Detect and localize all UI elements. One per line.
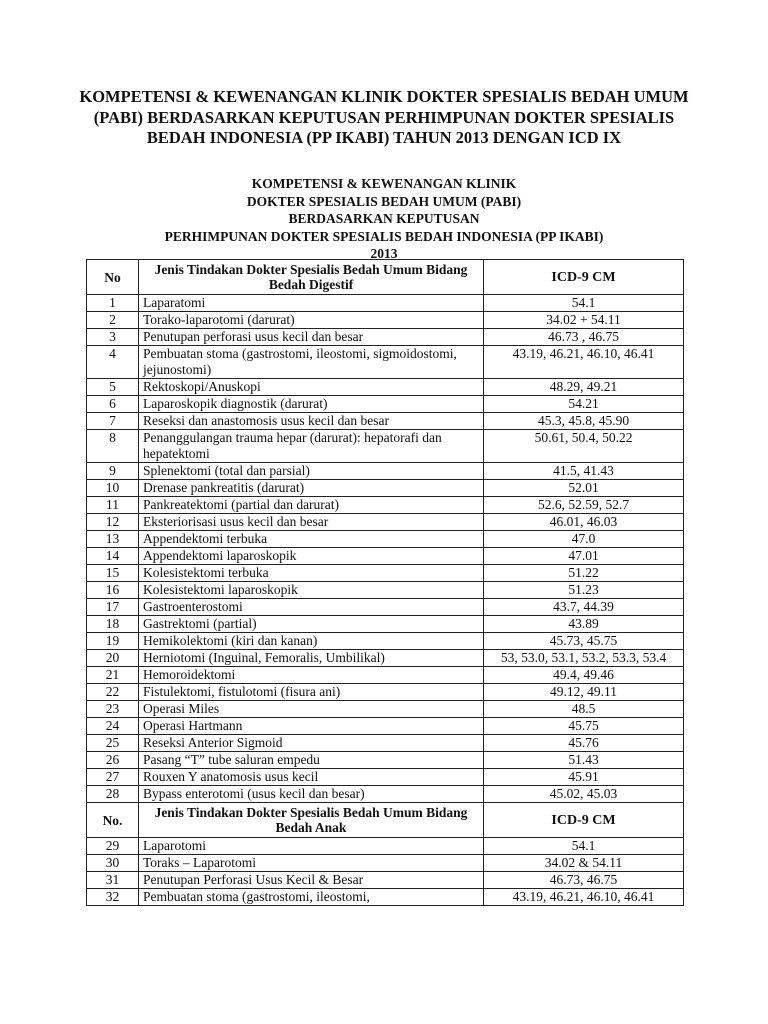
procedure-cell: Reseksi dan anastomosis usus kecil dan besar <box>139 413 484 430</box>
procedure-cell: Bypass enterotomi (usus kecil dan besar) <box>139 786 484 803</box>
procedure-cell: Reseksi Anterior Sigmoid <box>139 735 484 752</box>
table-row <box>87 701 684 718</box>
procedure-cell: Fistulektomi, fistulotomi (fisura ani) <box>139 684 484 701</box>
row-number-cell: 22 <box>87 684 139 701</box>
row-number-cell: 6 <box>87 396 139 413</box>
header-no-cell: No <box>87 260 139 295</box>
row-number-cell: 19 <box>87 633 139 650</box>
table-row <box>87 667 684 684</box>
row-number-cell: 2 <box>87 312 139 329</box>
icd-code-cell: 51.43 <box>484 752 684 769</box>
table-row <box>87 480 684 497</box>
table-header-row <box>87 260 684 295</box>
row-number-cell: 32 <box>87 889 139 906</box>
row-number-cell: 21 <box>87 667 139 684</box>
icd-code-cell: 51.22 <box>484 565 684 582</box>
icd-code-cell: 49.4, 49.46 <box>484 667 684 684</box>
icd-code-cell: 47.01 <box>484 548 684 565</box>
icd-code-cell: 47.0 <box>484 531 684 548</box>
procedure-table-body <box>87 260 684 906</box>
row-number-cell: 8 <box>87 430 139 463</box>
table-row <box>87 616 684 633</box>
table-row <box>87 786 684 803</box>
subtitle-line: PERHIMPUNAN DOKTER SPESIALIS BEDAH INDONESIA (PP IKABI) <box>164 228 604 244</box>
table-row <box>87 379 684 396</box>
procedure-cell: Operasi Hartmann <box>139 718 484 735</box>
row-number-cell: 23 <box>87 701 139 718</box>
icd-code-cell: 50.61, 50.4, 50.22 <box>484 430 684 463</box>
row-number-cell: 26 <box>87 752 139 769</box>
subtitle-line: DOKTER SPESIALIS BEDAH UMUM (PABI) <box>246 193 522 209</box>
header-code-cell: ICD-9 CM <box>484 803 684 838</box>
procedure-cell: Penanggulangan trauma hepar (darurat): hepatorafi dan hepatektomi <box>139 430 484 463</box>
table-row <box>87 329 684 346</box>
icd-code-cell: 45.76 <box>484 735 684 752</box>
procedure-cell: Appendektomi terbuka <box>139 531 484 548</box>
row-number-cell: 28 <box>87 786 139 803</box>
row-number-cell: 17 <box>87 599 139 616</box>
icd-code-cell: 48.5 <box>484 701 684 718</box>
table-row <box>87 531 684 548</box>
procedure-cell: Pembuatan stoma (gastrostomi, ileostomi, <box>139 889 484 906</box>
procedure-cell: Penutupan Perforasi Usus Kecil & Besar <box>139 872 484 889</box>
procedure-cell: Penutupan perforasi usus kecil dan besar <box>139 329 484 346</box>
table-header-row <box>87 803 684 838</box>
icd-code-cell: 53, 53.0, 53.1, 53.2, 53.3, 53.4 <box>484 650 684 667</box>
row-number-cell: 15 <box>87 565 139 582</box>
procedure-cell: Pembuatan stoma (gastrostomi, ileostomi, sigmoidostomi, jejunostomi) <box>139 346 484 379</box>
subtitle-line: 2013 <box>370 246 398 261</box>
icd-code-cell: 45.75 <box>484 718 684 735</box>
table-row <box>87 599 684 616</box>
table-row <box>87 872 684 889</box>
table-row <box>87 548 684 565</box>
procedure-cell: Gastrektomi (partial) <box>139 616 484 633</box>
row-number-cell: 10 <box>87 480 139 497</box>
icd-code-cell: 52.01 <box>484 480 684 497</box>
table-row <box>87 582 684 599</box>
table-row <box>87 430 684 463</box>
icd-code-cell: 49.12, 49.11 <box>484 684 684 701</box>
table-row <box>87 346 684 379</box>
icd-code-cell: 45.91 <box>484 769 684 786</box>
table-row <box>87 838 684 855</box>
icd-code-cell: 41.5, 41.43 <box>484 463 684 480</box>
table-row <box>87 295 684 312</box>
row-number-cell: 3 <box>87 329 139 346</box>
procedure-cell: Toraks – Laparotomi <box>139 855 484 872</box>
row-number-cell: 24 <box>87 718 139 735</box>
document-subtitle <box>80 175 688 263</box>
procedure-cell: Appendektomi laparoskopik <box>139 548 484 565</box>
procedure-cell: Pankreatektomi (partial dan darurat) <box>139 497 484 514</box>
table-row <box>87 752 684 769</box>
table-row <box>87 396 684 413</box>
icd-code-cell: 45.02, 45.03 <box>484 786 684 803</box>
table-row <box>87 565 684 582</box>
table-row <box>87 463 684 480</box>
icd-code-cell: 46.73, 46.75 <box>484 872 684 889</box>
table-row <box>87 633 684 650</box>
table-row <box>87 413 684 430</box>
icd-code-cell: 34.02 & 54.11 <box>484 855 684 872</box>
procedure-cell: Splenektomi (total dan parsial) <box>139 463 484 480</box>
row-number-cell: 18 <box>87 616 139 633</box>
row-number-cell: 20 <box>87 650 139 667</box>
procedure-cell: Drenase pankreatitis (darurat) <box>139 480 484 497</box>
icd-code-cell: 54.21 <box>484 396 684 413</box>
icd-code-cell: 43.19, 46.21, 46.10, 46.41 <box>484 346 684 379</box>
row-number-cell: 29 <box>87 838 139 855</box>
row-number-cell: 25 <box>87 735 139 752</box>
row-number-cell: 30 <box>87 855 139 872</box>
row-number-cell: 1 <box>87 295 139 312</box>
icd-code-cell: 34.02 + 54.11 <box>484 312 684 329</box>
procedure-cell: Laparatomi <box>139 295 484 312</box>
header-procedure-cell: Jenis Tindakan Dokter Spesialis Bedah Umum Bidang Bedah Anak <box>139 803 484 838</box>
header-procedure-cell: Jenis Tindakan Dokter Spesialis Bedah Umum Bidang Bedah Digestif <box>139 260 484 295</box>
icd-code-cell: 51.23 <box>484 582 684 599</box>
row-number-cell: 12 <box>87 514 139 531</box>
procedure-cell: Laparoskopik diagnostik (darurat) <box>139 396 484 413</box>
icd-code-cell: 43.89 <box>484 616 684 633</box>
row-number-cell: 7 <box>87 413 139 430</box>
procedure-cell: Rouxen Y anatomosis usus kecil <box>139 769 484 786</box>
icd-code-cell: 54.1 <box>484 295 684 312</box>
row-number-cell: 16 <box>87 582 139 599</box>
procedure-cell: Hemikolektomi (kiri dan kanan) <box>139 633 484 650</box>
icd-code-cell: 45.3, 45.8, 45.90 <box>484 413 684 430</box>
icd-code-cell: 46.01, 46.03 <box>484 514 684 531</box>
header-no-cell: No. <box>87 803 139 838</box>
table-row <box>87 650 684 667</box>
table-row <box>87 497 684 514</box>
procedure-cell: Herniotomi (Inguinal, Femoralis, Umbilikal) <box>139 650 484 667</box>
subtitle-line: BERDASARKAN KEPUTUSAN <box>288 211 480 226</box>
table-row <box>87 769 684 786</box>
row-number-cell: 9 <box>87 463 139 480</box>
procedure-cell: Rektoskopi/Anuskopi <box>139 379 484 396</box>
row-number-cell: 27 <box>87 769 139 786</box>
icd-code-cell: 54.1 <box>484 838 684 855</box>
table-row <box>87 735 684 752</box>
row-number-cell: 13 <box>87 531 139 548</box>
header-code-cell: ICD-9 CM <box>484 260 684 295</box>
procedure-table <box>86 259 684 906</box>
icd-code-cell: 45.73, 45.75 <box>484 633 684 650</box>
icd-code-cell: 43.19, 46.21, 46.10, 46.41 <box>484 889 684 906</box>
procedure-cell: Torako-laparotomi (darurat) <box>139 312 484 329</box>
icd-code-cell: 52.6, 52.59, 52.7 <box>484 497 684 514</box>
icd-code-cell: 48.29, 49.21 <box>484 379 684 396</box>
subtitle-line: KOMPETENSI & KEWENANGAN KLINIK <box>251 176 517 191</box>
procedure-cell: Gastroenterostomi <box>139 599 484 616</box>
row-number-cell: 14 <box>87 548 139 565</box>
row-number-cell: 11 <box>87 497 139 514</box>
row-number-cell: 4 <box>87 346 139 379</box>
procedure-cell: Pasang “T” tube saluran empedu <box>139 752 484 769</box>
procedure-cell: Kolesistektomi terbuka <box>139 565 484 582</box>
table-row <box>87 889 684 906</box>
table-row <box>87 312 684 329</box>
procedure-cell: Eksteriorisasi usus kecil dan besar <box>139 514 484 531</box>
row-number-cell: 5 <box>87 379 139 396</box>
table-row <box>87 855 684 872</box>
table-row <box>87 718 684 735</box>
table-row <box>87 684 684 701</box>
procedure-cell: Laparotomi <box>139 838 484 855</box>
procedure-cell: Hemoroidektomi <box>139 667 484 684</box>
row-number-cell: 31 <box>87 872 139 889</box>
table-row <box>87 514 684 531</box>
icd-code-cell: 43.7, 44.39 <box>484 599 684 616</box>
document-title: KOMPETENSI & KEWENANGAN KLINIK DOKTER SPESIALIS BEDAH UMUM (PABI) BERDASARKAN KEPUTUSAN PERHIMPUNAN DOKTER SPESIALIS BEDAH INDONESIA (PP IKABI) TAHUN 2013 DENGAN ICD IX <box>79 87 689 147</box>
procedure-cell: Kolesistektomi laparoskopik <box>139 582 484 599</box>
icd-code-cell: 46.73 , 46.75 <box>484 329 684 346</box>
procedure-cell: Operasi Miles <box>139 701 484 718</box>
